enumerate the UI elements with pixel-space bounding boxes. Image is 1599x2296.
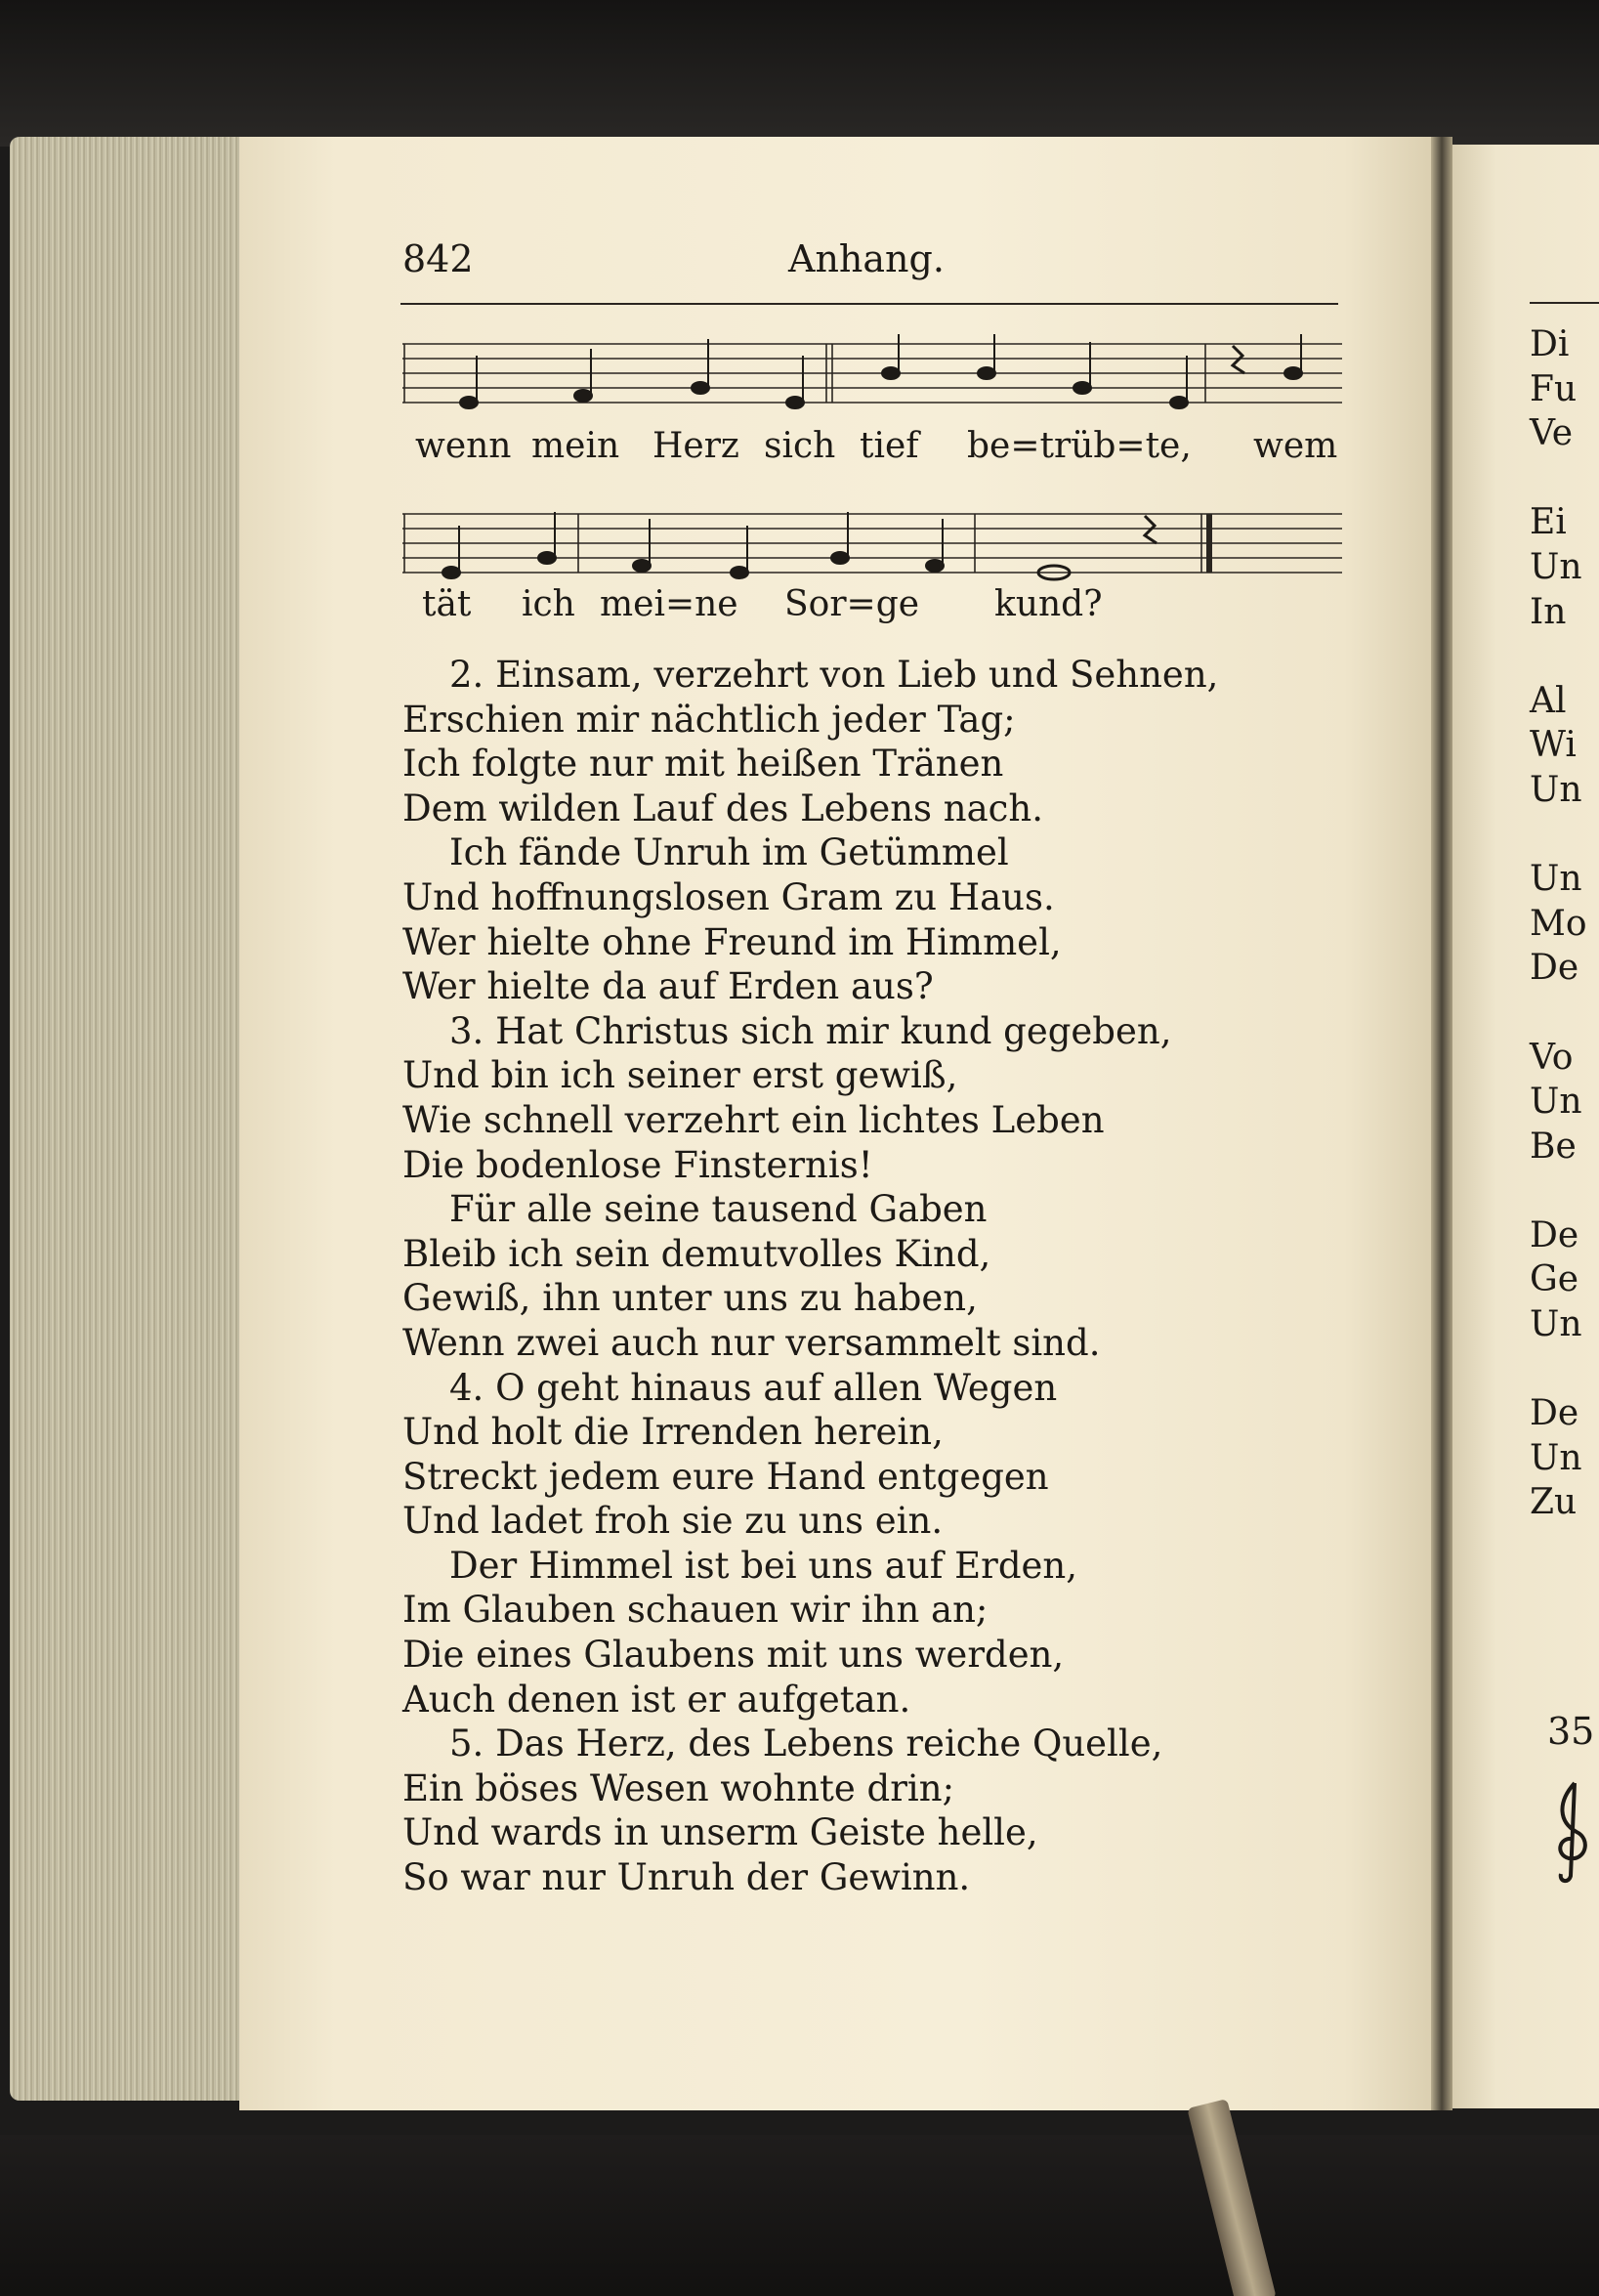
facing-fragment: Di [1530,324,1570,364]
facing-hymn-number: 35 [1547,1710,1595,1753]
facing-fragment: Al [1530,680,1567,721]
music-staff-1 [402,334,1342,412]
staff-1-notation [402,334,1342,412]
verse-line: 2. Einsam, verzehrt von Lieb und Sehnen, [449,654,1219,696]
verse-line: Und hoffnungslosen Gram zu Haus. [402,875,1055,918]
lyric-word: wem [1253,426,1338,466]
verse-3 [402,1009,1340,1366]
running-title: Anhang. [788,237,945,280]
facing-fragment: De [1530,948,1579,989]
verse-line: 4. O geht hinaus auf allen Wegen [449,1366,1058,1409]
verse-line: Ich fände Unruh im Getümmel [449,831,1009,874]
verse-line: Und ladet froh sie zu uns ein. [402,1500,944,1543]
verse-line: Wie schnell verzehrt ein lichtes Leben [402,1098,1105,1141]
facing-fragment: De [1530,1214,1579,1255]
verse-line: Für alle seine tausend Gaben [449,1188,988,1231]
facing-fragment: De [1530,1393,1579,1434]
verse-5 [402,1722,1340,1899]
backdrop-bottom [0,2135,1599,2296]
lyric-word: mein [531,426,620,466]
lyric-word: tief [860,426,919,466]
verse-line: Ein böses Wesen wohnte drin; [402,1766,955,1809]
page-header [402,237,1340,298]
facing-fragment [1530,1347,1599,1392]
facing-fragment: Zu [1530,1482,1578,1523]
facing-fragment [1530,1169,1599,1213]
verse-line: Die eines Glaubens mit uns werden, [402,1634,1065,1677]
verse-line: Dem wilden Lauf des Lebens nach. [402,787,1043,829]
facing-fragment: Vo [1530,1037,1574,1078]
facing-fragment: Ge [1530,1259,1579,1300]
lyric-word: sich [764,426,836,466]
verse-line: Die bodenlose Finsternis! [402,1143,873,1186]
verse-line: Der Himmel ist bei uns auf Erden, [449,1544,1078,1587]
lyric-word: Herz [652,426,739,466]
verse-line: Streckt jedem eure Hand entgegen [402,1455,1049,1498]
facing-page-text [1530,322,1599,1525]
music-staff-2 [402,504,1342,582]
hymn-verses [402,653,1340,1900]
page-edges [10,137,244,2101]
book-gutter [1431,137,1452,2110]
page-number: 842 [402,237,474,280]
facing-fragment: In [1530,591,1567,632]
facing-fragment: Un [1530,859,1582,900]
facing-fragment [1530,991,1599,1036]
verse-line: Wer hielte da auf Erden aus? [402,965,934,1008]
lyric-word: be=trüb=te, [967,426,1192,466]
facing-fragment: Ve [1530,413,1573,454]
lyric-word: wenn [415,426,512,466]
lyric-word: ich [522,584,575,624]
verse-line: Auch denen ist er aufgetan. [402,1678,911,1721]
verse-line: Bleib ich sein demutvolles Kind, [402,1232,991,1275]
lyric-word: kund? [994,584,1103,624]
verse-line: Wenn zwei auch nur versammelt sind. [402,1321,1101,1364]
facing-fragment: Un [1530,546,1582,587]
header-rule [400,303,1338,305]
treble-clef-icon [1547,1778,1596,1886]
verse-line: 3. Hat Christus sich mir kund gegeben, [449,1009,1172,1052]
verse-line: 5. Das Herz, des Lebens reiche Quelle, [449,1722,1163,1765]
facing-fragment: Wi [1530,725,1577,766]
facing-fragment: Ei [1530,502,1567,543]
verse-line: Wer hielte ohne Freund im Himmel, [402,920,1062,963]
staff-2-notation [402,504,1342,582]
facing-fragment [1530,813,1599,858]
lyric-word: Sor=ge [784,584,920,624]
facing-fragment: Be [1530,1126,1577,1167]
facing-page-rule [1530,302,1599,304]
verse-line: Gewiß, ihn unter uns zu haben, [402,1277,978,1320]
facing-fragment: Un [1530,769,1582,810]
facing-fragment: Mo [1530,903,1587,944]
lyric-word: tät [422,584,472,624]
verse-line: Und bin ich seiner erst gewiß, [402,1054,958,1097]
facing-fragment: Un [1530,1304,1582,1345]
verse-4 [402,1366,1340,1722]
facing-fragment: Un [1530,1437,1582,1478]
verse-2 [402,653,1340,1009]
verse-line: So war nur Unruh der Gewinn. [402,1856,971,1899]
facing-fragment [1530,456,1599,501]
verse-line: Im Glauben schauen wir ihn an; [402,1589,989,1632]
verse-line: Und holt die Irrenden herein, [402,1411,944,1454]
facing-fragment [1530,634,1599,679]
facing-fragment: Fu [1530,368,1578,409]
backdrop-top [0,0,1599,147]
verse-line: Ich folgte nur mit heißen Tränen [402,743,1004,786]
lyric-word: mei=ne [600,584,738,624]
facing-fragment: Un [1530,1082,1582,1123]
verse-line: Und wards in unserm Geiste helle, [402,1811,1038,1854]
verse-line: Erschien mir nächtlich jeder Tag; [402,698,1016,741]
